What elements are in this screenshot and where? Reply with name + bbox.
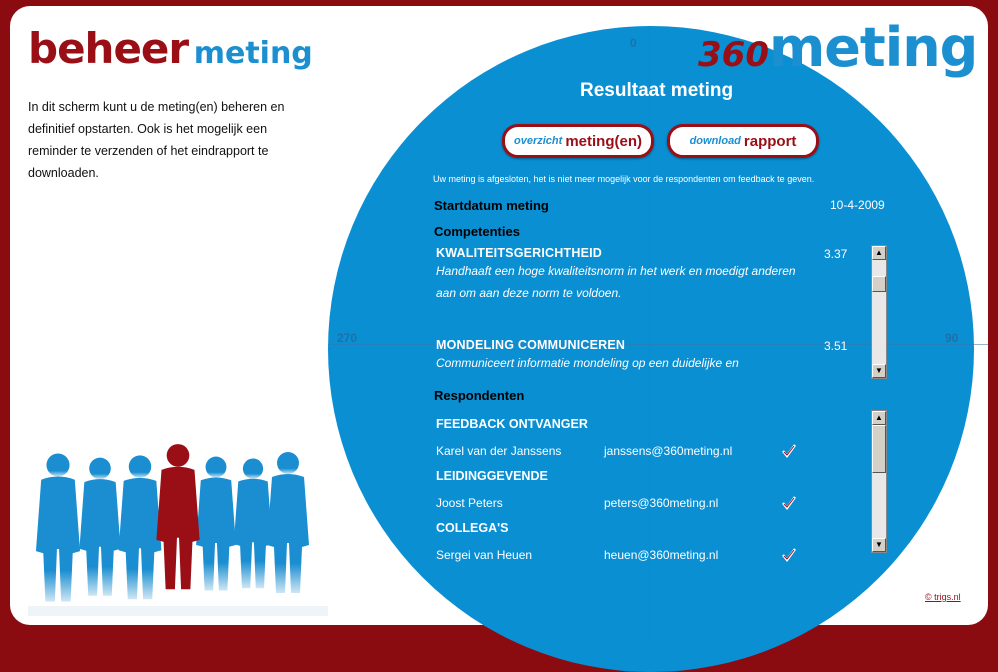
competency-description: Communiceert informatie mondeling op een duidelijke en xyxy=(436,356,739,370)
respondent-email: janssens@360meting.nl xyxy=(604,444,733,458)
credit-link[interactable]: © trigs.nl xyxy=(925,592,961,602)
respondent-email: heuen@360meting.nl xyxy=(604,548,719,562)
competencies-label: Competenties xyxy=(434,224,520,239)
people-silhouettes-illustration xyxy=(28,401,328,616)
respondents-label: Respondenten xyxy=(434,388,525,403)
competency-description: Handhaaft een hoge kwaliteitsnorm in het werk en moedigt anderen aan om aan deze norm te voldoen. xyxy=(436,264,796,300)
respondent-name: Sergei van Heuen xyxy=(436,548,533,562)
scroll-thumb[interactable] xyxy=(872,425,886,473)
scroll-up-arrow-icon[interactable]: ▲ xyxy=(872,246,886,260)
logo-number: 360 xyxy=(698,35,769,75)
scroll-thumb[interactable] xyxy=(872,276,886,292)
respondent-email: peters@360meting.nl xyxy=(604,496,719,510)
competency-item xyxy=(436,246,806,304)
result-title: Resultaat meting xyxy=(580,80,734,101)
checkmark-icon xyxy=(782,496,796,510)
closed-notice: Uw meting is afgesloten, het is niet meer mogelijk voor de respondenten om feedback te geven. xyxy=(433,174,815,184)
respondent-name: Karel van der Janssens xyxy=(436,444,562,458)
checkmark-icon xyxy=(782,444,796,458)
start-date-value: 10-4-2009 xyxy=(830,198,885,212)
respondent-group-title: COLLEGA'S xyxy=(436,521,509,535)
checkmark-icon xyxy=(782,548,796,562)
competencies-list[interactable] xyxy=(430,242,886,375)
scroll-up-arrow-icon[interactable]: ▲ xyxy=(872,411,886,425)
page-title-part1: beheer xyxy=(28,24,189,73)
download-report-button[interactable] xyxy=(667,124,819,158)
respondent-name: Joost Peters xyxy=(436,496,503,510)
compass-label-90: 90 xyxy=(945,331,959,345)
competency-item xyxy=(436,338,806,374)
competencies-scrollbar[interactable] xyxy=(871,245,887,379)
brand-logo xyxy=(698,16,977,79)
compass-label-270: 270 xyxy=(337,331,358,345)
scroll-down-arrow-icon[interactable]: ▼ xyxy=(872,364,886,378)
compass-label-0: 0 xyxy=(630,36,637,50)
competency-name: MONDELING COMMUNICEREN xyxy=(436,338,626,352)
respondents-scrollbar[interactable] xyxy=(871,410,887,553)
page-title-part2: meting xyxy=(193,36,313,71)
logo-word: meting xyxy=(768,16,978,79)
download-button-large: rapport xyxy=(743,132,797,150)
respondent-group-title: LEIDINGGEVENDE xyxy=(436,469,548,483)
credit-text: trigs.nl xyxy=(934,592,961,602)
main-panel xyxy=(10,6,988,625)
intro-text: In dit scherm kunt u de meting(en) beheren en definitief opstarten. Ook is het mogelijk een reminder te verzenden of het eindrapport te downloaden. xyxy=(28,100,285,180)
competency-name: KWALITEITSGERICHTHEID xyxy=(436,246,603,260)
download-button-small: download xyxy=(689,135,741,147)
respondents-list[interactable] xyxy=(430,410,886,562)
overview-measurements-button[interactable] xyxy=(502,124,654,158)
competency-score: 3.37 xyxy=(824,247,848,261)
page-title xyxy=(28,24,313,73)
overview-button-large: meting(en) xyxy=(565,132,642,150)
overview-button-small: overzicht xyxy=(514,135,563,147)
start-date-label: Startdatum meting xyxy=(434,198,549,213)
scroll-down-arrow-icon[interactable]: ▼ xyxy=(872,538,886,552)
competency-score: 3.51 xyxy=(824,339,848,353)
respondent-group-title: FEEDBACK ONTVANGER xyxy=(436,417,588,431)
